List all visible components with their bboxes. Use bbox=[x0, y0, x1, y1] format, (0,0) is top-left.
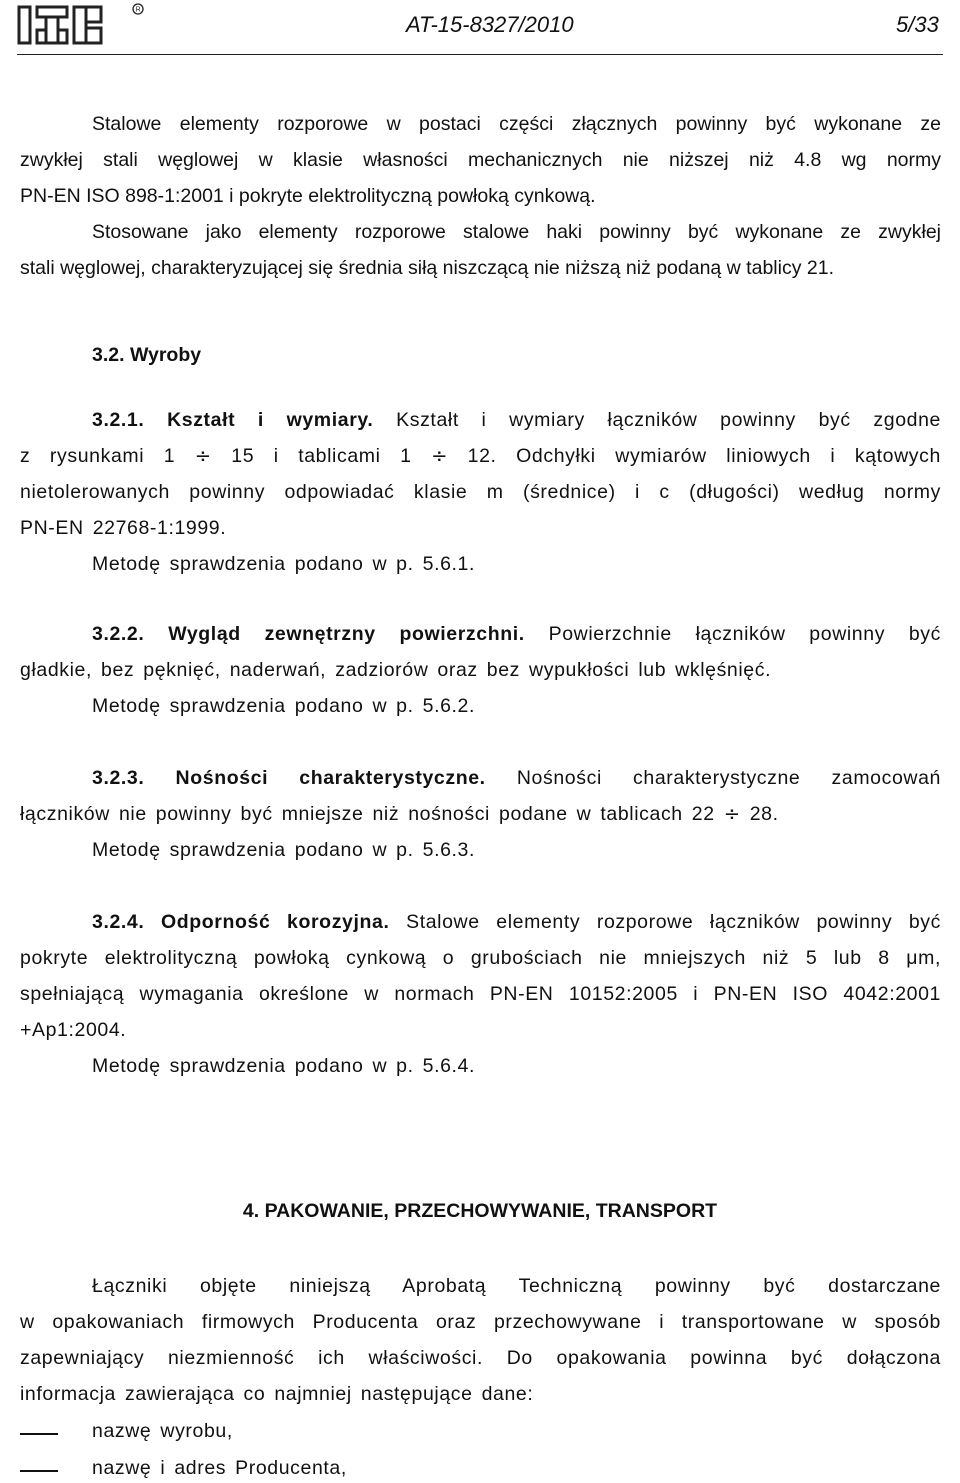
method-reference: Metodę sprawdzenia podano w p. 5.6.2. bbox=[92, 695, 476, 717]
method-reference: Metodę sprawdzenia podano w p. 5.6.3. bbox=[92, 839, 476, 861]
paragraph-line: PN-EN ISO 898-1:2001 i pokryte elektrolityczną powłoką cynkową. bbox=[20, 185, 596, 207]
list-item: nazwę wyrobu, bbox=[92, 1420, 233, 1442]
paragraph-line: spełniającą wymagania określone w normach PN-EN 10152:2005 i PN-EN ISO 4042:2001 bbox=[20, 983, 941, 1005]
paragraph-line: +Ap1:2004. bbox=[20, 1019, 127, 1041]
paragraph-line: 3.2.3. Nośności charakterystyczne. Nośności charakterystyczne zamocowań bbox=[92, 767, 941, 789]
subsection-heading: 3.2.4. Odporność korozyjna. bbox=[92, 911, 390, 933]
svg-text:R: R bbox=[135, 6, 141, 14]
page-header bbox=[0, 0, 960, 60]
paragraph-line: 3.2.1. Kształt i wymiary. Kształt i wymiary łączników powinny być zgodne bbox=[92, 409, 941, 431]
division-symbol: ÷ bbox=[723, 802, 741, 825]
paragraph-line: łączników nie powinny być mniejsze niż nośności podane w tablicach 22 ÷ 28. bbox=[20, 802, 779, 825]
paragraph-line: nietolerowanych powinny odpowiadać klasie m (średnice) i c (długości) według normy bbox=[20, 481, 941, 503]
section-heading: 3.2. Wyroby bbox=[92, 344, 202, 366]
subsection-heading: 3.2.1. Kształt i wymiary. bbox=[92, 409, 374, 431]
dash-bullet bbox=[20, 1470, 58, 1472]
header-divider bbox=[17, 54, 943, 55]
paragraph-line: zapewniający niezmienność ich właściwości. Do opakowania powinna być dołączona bbox=[20, 1347, 941, 1369]
paragraph-line: z rysunkami 1 ÷ 15 i tablicami 1 ÷ 12. Odchyłki wymiarów liniowych i kątowych bbox=[20, 444, 941, 467]
method-reference: Metodę sprawdzenia podano w p. 5.6.4. bbox=[92, 1055, 476, 1077]
paragraph-line: stali węglowej, charakteryzującej się średnia siłą niszczącą nie niższą niż podaną w tablicy 21. bbox=[20, 257, 834, 279]
paragraph-line: Stosowane jako elementy rozporowe stalowe haki powinny być wykonane ze zwykłej bbox=[92, 221, 941, 243]
document-number: AT-15-8327/2010 bbox=[406, 12, 574, 37]
itb-logo bbox=[17, 3, 152, 49]
method-reference: Metodę sprawdzenia podano w p. 5.6.1. bbox=[92, 553, 476, 575]
list-item: nazwę i adres Producenta, bbox=[92, 1457, 347, 1479]
paragraph-line: Łączniki objęte niniejszą Aprobatą Techniczną powinny być dostarczane bbox=[92, 1275, 941, 1297]
division-symbol: ÷ bbox=[194, 444, 212, 467]
page-number: 5/33 bbox=[896, 12, 939, 37]
paragraph-line: Stalowe elementy rozporowe w postaci części złącznych powinny być wykonane ze bbox=[92, 113, 941, 135]
subsection-heading: 3.2.2. Wygląd zewnętrzny powierzchni. bbox=[92, 623, 525, 645]
paragraph-line: PN-EN 22768-1:1999. bbox=[20, 517, 227, 539]
section-4-title: 4. PAKOWANIE, PRZECHOWYWANIE, TRANSPORT bbox=[242, 1200, 718, 1222]
paragraph-line: zwykłej stali węglowej w klasie własności mechanicznych nie niższej niż 4.8 wg normy bbox=[20, 149, 941, 171]
division-symbol: ÷ bbox=[431, 444, 449, 467]
paragraph-line: 3.2.4. Odporność korozyjna. Stalowe elementy rozporowe łączników powinny być bbox=[92, 911, 941, 933]
subsection-heading: 3.2.3. Nośności charakterystyczne. bbox=[92, 767, 486, 789]
dash-bullet bbox=[20, 1433, 58, 1435]
paragraph-line: pokryte elektrolityczną powłoką cynkową o grubościach nie mniejszych niż 5 lub 8 μm, bbox=[20, 947, 941, 969]
paragraph-line: gładkie, bez pęknięć, naderwań, zadziorów oraz bez wypukłości lub wklęśnięć. bbox=[20, 659, 772, 681]
paragraph-line: informacja zawierająca co najmniej następujące dane: bbox=[20, 1383, 534, 1405]
paragraph-line: 3.2.2. Wygląd zewnętrzny powierzchni. Powierzchnie łączników powinny być bbox=[92, 623, 941, 645]
paragraph-line: w opakowaniach firmowych Producenta oraz przechowywane i transportowane w sposób bbox=[20, 1311, 941, 1333]
